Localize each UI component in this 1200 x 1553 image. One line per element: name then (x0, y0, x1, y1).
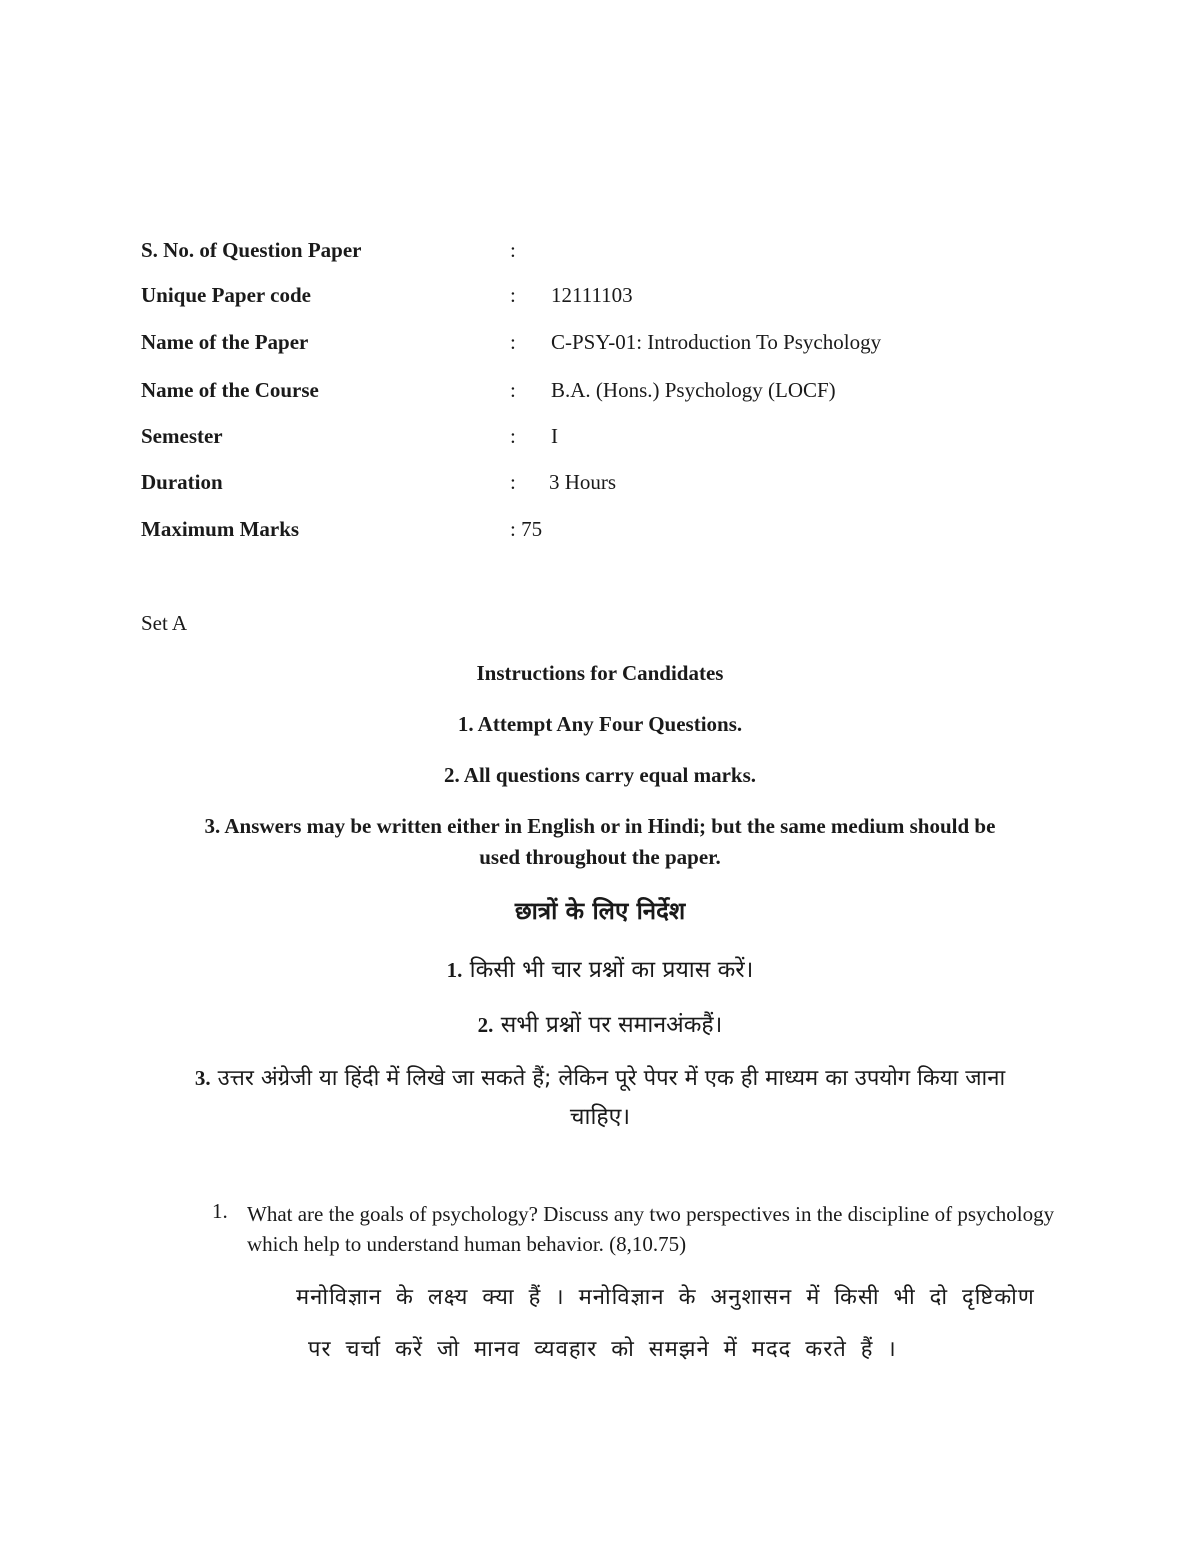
question-text-hindi-line-1: मनोविज्ञान के लक्ष्य क्या हैं । मनोविज्ञान के अनुशासन में किसी भी दो दृष्टिकोण (296, 1285, 1035, 1310)
question-text-hindi-line-2: पर चर्चा करें जो मानव व्यवहार को समझने में मदद करते हैं । (308, 1337, 897, 1362)
instruction-hindi-text-1: किसी भी चार प्रश्नों का प्रयास करें। (462, 957, 754, 983)
value-semester: I (551, 424, 558, 448)
colon-max-marks: : 75 (510, 517, 543, 541)
instruction-item-3-cont: used throughout the paper. (479, 845, 721, 869)
instruction-item-1: 1. Attempt Any Four Questions. (457, 712, 743, 736)
instruction-hindi-item-1 (0, 952, 1200, 984)
colon-duration: : (510, 470, 516, 494)
instruction-hindi-text-3: उत्तर अंग्रेजी या हिंदी में लिखे जा सकते हैं; लेकिन पूरे पेपर में एक ही माध्यम का उपयोग किया जाना (210, 1066, 1006, 1091)
instruction-hindi-num-3: 3. (194, 1066, 211, 1090)
colon-semester: : (510, 424, 516, 448)
instructions-title-hindi: छात्रों के लिए निर्देश (514, 897, 686, 925)
value-paper-code: 12111103 (551, 283, 633, 307)
value-course-name: B.A. (Hons.) Psychology (LOCF) (551, 378, 836, 402)
instructions-title: Instructions for Candidates (476, 661, 724, 685)
instruction-hindi-num-2: 2. (477, 1013, 494, 1037)
label-serial-no: S. No. of Question Paper (141, 238, 362, 262)
instruction-hindi-item-3-cont: चाहिए। (569, 1104, 631, 1130)
question-text-english: What are the goals of psychology? Discuss any two perspectives in the discipline of psychology which help to understand human behavior. (8,10.75) (247, 1202, 1055, 1256)
value-paper-name: C-PSY-01: Introduction To Psychology (551, 330, 882, 354)
colon-serial-no: : (510, 238, 516, 262)
instruction-hindi-text-2: सभी प्रश्नों पर समानअंकहैं। (493, 1012, 723, 1038)
colon-course-name: : (510, 378, 516, 402)
instruction-item-2: 2. All questions carry equal marks. (443, 763, 757, 787)
label-semester: Semester (141, 424, 223, 448)
label-course-name: Name of the Course (141, 378, 319, 402)
label-paper-name: Name of the Paper (141, 330, 309, 354)
colon-paper-code: : (510, 283, 516, 307)
label-duration: Duration (141, 470, 223, 494)
label-paper-code: Unique Paper code (141, 283, 311, 307)
value-duration: 3 Hours (549, 470, 617, 494)
set-label: Set A (141, 611, 188, 635)
instruction-hindi-item-2 (0, 1007, 1200, 1039)
instruction-hindi-item-3 (0, 1062, 1200, 1092)
instruction-item-3: 3. Answers may be written either in English or in Hindi; but the same medium should be (204, 814, 996, 838)
colon-paper-name: : (510, 330, 516, 354)
label-max-marks: Maximum Marks (141, 517, 300, 541)
question-number: 1. (212, 1199, 228, 1223)
instruction-hindi-num-1: 1. (446, 958, 463, 982)
